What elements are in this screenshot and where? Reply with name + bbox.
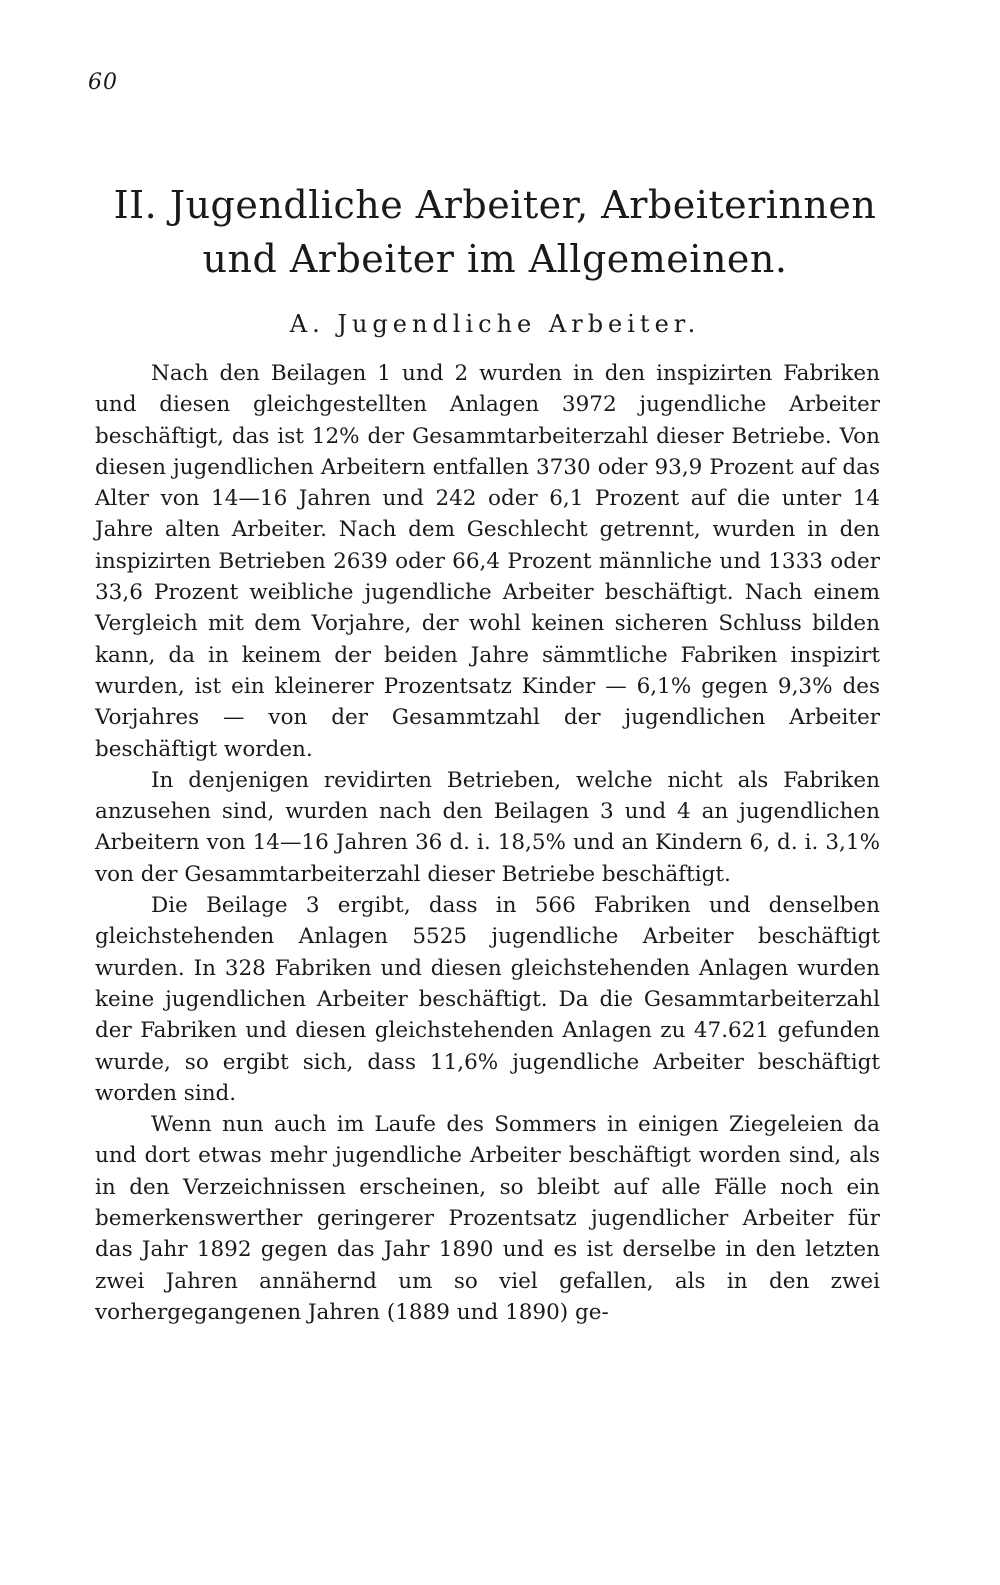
paragraph: Wenn nun auch im Laufe des Sommers in einigen Ziegeleien da und dort etwas mehr jugendliche Arbeiter beschäftigt worden sind, als in den Verzeichnissen erscheinen, so bleibt auf alle Fälle noch ein bemerkenswerther geringerer Prozentsatz jugendlicher Arbeiter für das Jahr 1892 gegen das Jahr 1890 und es ist derselbe in den letzten zwei Jahren annähernd um so viel gefallen, als in den zwei vorhergegangenen Jahren (1889 und 1890) ge- bbox=[95, 1112, 880, 1325]
page-number: 60 bbox=[88, 70, 118, 95]
paragraph: Nach den Beilagen 1 und 2 wurden in den inspizirten Fabriken und diesen gleichgestellten Anlagen 3972 jugendliche Arbeiter beschäftigt, das ist 12% der Gesammtarbeiterzahl dieser Betriebe. Von diesen jugendlichen Arbeitern entfallen 3730 oder 93,9 Prozent auf das Alter von 14—16 Jahren und 242 oder 6,1 Prozent auf die unter 14 Jahre alten Arbeiter. Nach dem Geschlecht getrennt, wurden in den inspizirten Betrieben 2639 oder 66,4 Prozent männliche und 1333 oder 33,6 Prozent weibliche jugendliche Arbeiter beschäftigt. Nach einem Vergleich mit dem Vorjahre, der wohl keinen sicheren Schluss bilden kann, da in keinem der beiden Jahre sämmtliche Fabriken inspizirt wurden, ist ein kleinerer Prozentsatz Kinder — 6,1% gegen 9,3% des Vorjahres — von der Gesammtzahl der jugendlichen Arbeiter beschäftigt worden. bbox=[95, 361, 880, 762]
paragraph: In denjenigen revidirten Betrieben, welche nicht als Fabriken anzusehen sind, wurden nach den Beilagen 3 und 4 an jugendlichen Arbeitern von 14—16 Jahren 36 d. i. 18,5% und an Kindern 6, d. i. 3,1% von der Gesammtarbeiterzahl dieser Betriebe beschäftigt. bbox=[95, 767, 880, 887]
paragraph: Die Beilage 3 ergibt, dass in 566 Fabriken und denselben gleichstehenden Anlagen 5525 jugendliche Arbeiter beschäftigt wurden. In 328 Fabriken und diesen gleichstehenden Anlagen wurden keine jugendlichen Arbeiter beschäftigt. Da die Gesammtarbeiterzahl der Fabriken und diesen gleichstehenden Anlagen zu 47.621 gefunden wurde, so ergibt sich, dass 11,6% jugendliche Arbeiter beschäftigt worden sind. bbox=[95, 893, 880, 1106]
chapter-title: II. Jugendliche Arbeiter, Arbeiterinnen und Arbeiter im Allgemeinen. bbox=[113, 183, 877, 281]
section-heading: A. Jugendliche Arbeiter. bbox=[289, 310, 701, 338]
body-text bbox=[95, 358, 880, 1328]
